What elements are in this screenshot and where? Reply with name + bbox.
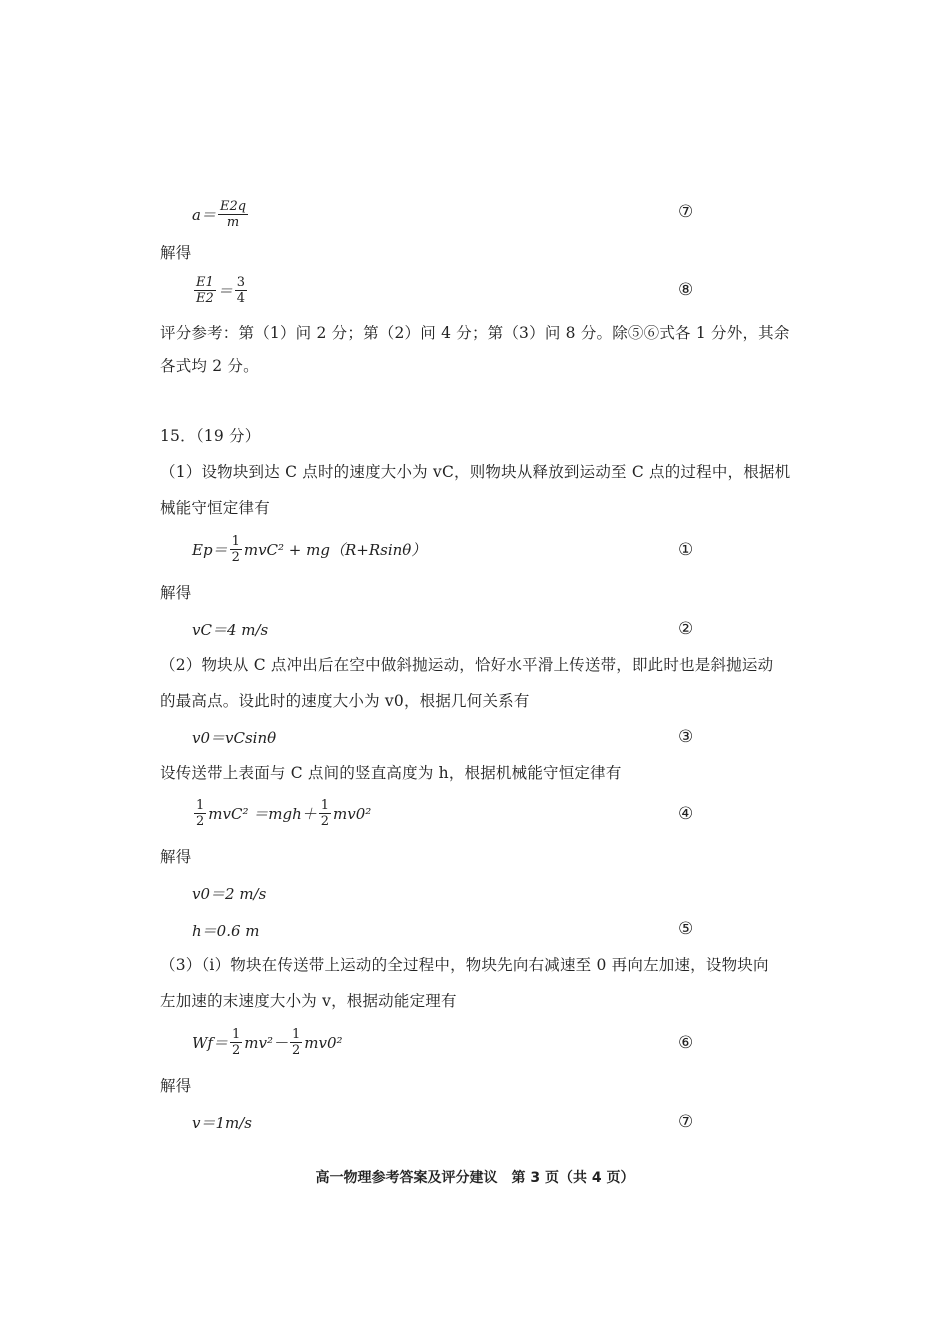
fraction — [235, 275, 247, 306]
denominator: m — [226, 215, 240, 230]
eq-text: Wf＝ — [192, 1034, 228, 1052]
fraction — [230, 534, 242, 565]
denominator: 2 — [291, 1043, 301, 1058]
text-line: 左加速的末速度大小为 v，根据动能定理有 — [160, 992, 457, 1010]
equation-5-height — [192, 920, 260, 941]
fraction — [194, 275, 216, 306]
denominator: 4 — [236, 291, 246, 306]
numerator: 1 — [196, 798, 205, 813]
equation-1-energy — [192, 534, 426, 565]
numerator: 3 — [236, 275, 246, 290]
eq-text: Ep＝ — [192, 541, 228, 559]
equation-2-velocity — [192, 619, 268, 640]
eq-text: v0＝2 m/s — [192, 885, 267, 903]
eq-text: v＝1m/s — [192, 1114, 252, 1132]
page-footer: 高一物理参考答案及评分建议 第 3 页（共 4 页） — [315, 1170, 635, 1186]
text-line: （1）设物块到达 C 点时的速度大小为 vC，则物块从释放到运动至 C 点的过程中，根据机 — [160, 463, 791, 481]
eq-text: a＝ — [192, 206, 216, 224]
eq-text: mvC² + mg（R+Rsinθ） — [243, 541, 427, 559]
numerator: 1 — [231, 1027, 241, 1042]
eq-text: mv0² — [304, 1033, 343, 1052]
text-line: 械能守恒定律有 — [160, 499, 270, 517]
eq-text: vC＝4 m/s — [192, 621, 269, 639]
scoring-note-cont: 各式均 2 分。 — [160, 357, 259, 375]
text-line: （2）物块从 C 点冲出后在空中做斜抛运动，恰好水平滑上传送带，即此时也是斜抛运动 — [160, 656, 774, 674]
numerator: 1 — [320, 798, 330, 813]
scoring-note: 评分参考：第（1）问 2 分；第（2）问 4 分；第（3）问 8 分。除⑤⑥式各 1 分外，其余 — [160, 324, 790, 342]
text-line: （3）（i）物块在传送带上运动的全过程中，物块先向右减速至 0 再向左加速，设物块向 — [160, 956, 769, 974]
denominator: 2 — [231, 550, 240, 565]
text-line: 设传送带上表面与 C 点间的竖直高度为 h，根据机械能守恒定律有 — [160, 764, 622, 782]
text-line: 解得 — [160, 1077, 192, 1095]
equation-marker: ⑥ — [678, 1033, 694, 1053]
equation-marker: ⑦ — [678, 202, 694, 222]
eq-text: ＝ — [217, 282, 233, 300]
equation-7-acceleration — [192, 199, 250, 230]
equation-marker: ③ — [678, 727, 694, 747]
numerator: 1 — [231, 534, 240, 549]
equation-3-geometry — [192, 727, 276, 748]
equation-marker: ⑤ — [678, 919, 694, 939]
denominator: 2 — [196, 814, 205, 829]
equation-4-energy — [192, 798, 371, 829]
text-line: 解得 — [160, 244, 192, 262]
numerator: E1 — [196, 275, 214, 290]
equation-5-velocity — [192, 883, 266, 904]
equation-marker: ⑦ — [678, 1112, 694, 1132]
fraction — [230, 1027, 242, 1058]
text-line: 解得 — [160, 848, 192, 866]
eq-text: mv0² — [333, 804, 372, 823]
denominator: 2 — [231, 1043, 241, 1058]
numerator: E2q — [219, 199, 247, 214]
eq-text: mv²－ — [244, 1034, 288, 1052]
numerator: 1 — [291, 1027, 301, 1042]
fraction — [319, 798, 331, 829]
question-heading: 15．（19 分） — [160, 427, 261, 445]
fraction — [218, 199, 248, 230]
equation-marker: ① — [678, 540, 694, 560]
fraction — [194, 798, 206, 829]
equation-7-final-velocity — [192, 1112, 252, 1133]
equation-8-ratio — [192, 275, 249, 306]
equation-6-work-energy — [192, 1027, 343, 1058]
eq-text: v0＝vCsinθ — [192, 729, 277, 747]
equation-marker: ② — [678, 619, 694, 639]
text-line: 解得 — [160, 584, 192, 602]
equation-marker: ④ — [678, 804, 694, 824]
denominator: E2 — [196, 291, 214, 306]
eq-text: h＝0.6 m — [192, 922, 260, 940]
text-line: 的最高点。设此时的速度大小为 v0，根据几何关系有 — [160, 692, 530, 710]
equation-marker: ⑧ — [678, 280, 694, 300]
eq-text: mvC² ＝mgh＋ — [208, 805, 317, 823]
fraction — [290, 1027, 302, 1058]
denominator: 2 — [320, 814, 330, 829]
